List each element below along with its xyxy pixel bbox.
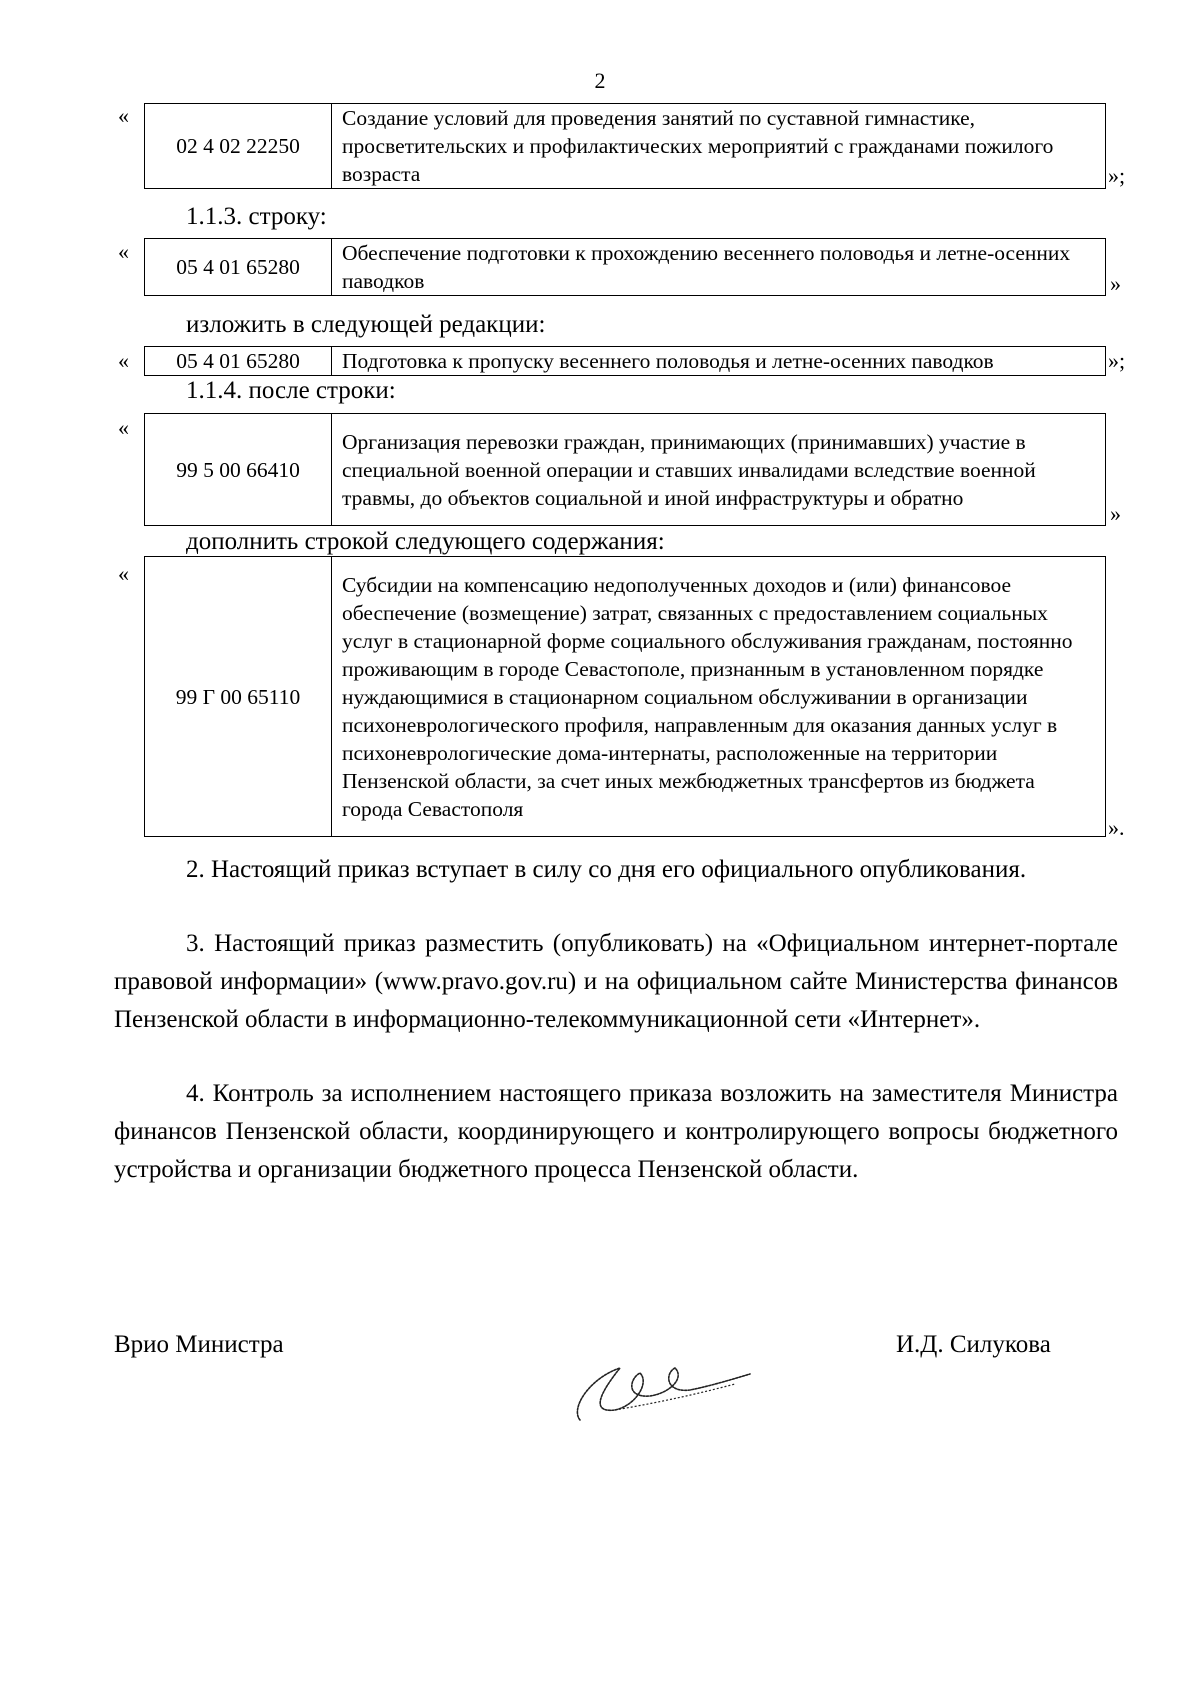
handwritten-signature [560,1338,760,1428]
close-quote: » [1110,501,1121,526]
section-heading: дополнить строкой следующего содержания: [186,528,665,555]
paragraph-3 [114,925,1118,1039]
section-heading: 1.1.3. строку: [186,203,327,230]
open-quote: « [118,415,129,440]
budget-table-row-4 [144,413,1106,526]
budget-description: Подготовка к пропуску весеннего половодья и летне-осенних паводков [332,347,1106,376]
budget-code: 05 4 01 65280 [145,239,332,296]
budget-code: 99 Г 00 65110 [145,557,332,837]
budget-description: Организация перевозки граждан, принимающих (принимавших) участие в специальной военной операции и ставших инвалидами вследствие военной травмы, до объектов социальной и иной инфраструктуры и обратно [332,414,1106,526]
signatory-position: Врио Министра [114,1331,284,1358]
budget-table-row-3 [144,346,1106,376]
page-number: 2 [594,68,606,93]
signatory-name: И.Д. Силукова [896,1331,1051,1358]
open-quote: « [118,348,129,373]
paragraph-text: 4. Контроль за исполнением настоящего приказа возложить на заместителя Министра финансов Пензенской области, координирующего и контролирующего вопросы бюджетного устройства и организации бюджетного процесса Пензенской области. [114,1080,1118,1183]
budget-table-row-1 [144,103,1106,189]
budget-table-row-2 [144,238,1106,296]
budget-description: Субсидии на компенсацию недополученных доходов и (или) финансовое обеспечение (возмещение) затрат, связанных с предоставлением социальных услуг в стационарной форме социального обслуживания гражданам, постоянно проживающим в городе Севастополе, признанным в установленном порядке нуждающимися в стационарном социальном обслуживании в организации психоневрологического профиля, направленным для оказания данных услуг в психоневрологические дома-интернаты, расположенные на территории Пензенской области, за счет иных межбюджетных трансфертов из бюджета города Севастополя [332,557,1106,837]
paragraph-2 [114,851,1118,889]
open-quote: « [118,561,129,586]
paragraph-text: 2. Настоящий приказ вступает в силу со дня его официального опубликования. [186,856,1027,883]
budget-description: Создание условий для проведения занятий по суставной гимнастике, просветительских и профилактических мероприятий с гражданами пожилого возраста [332,104,1106,189]
close-quote: »; [1108,348,1126,373]
budget-table-row-5 [144,556,1106,837]
budget-code: 02 4 02 22250 [145,104,332,189]
open-quote: « [118,103,129,128]
close-quote: » [1110,271,1121,296]
open-quote: « [118,239,129,264]
budget-code: 05 4 01 65280 [145,347,332,376]
close-quote: »; [1108,163,1126,188]
paragraph-4 [114,1075,1118,1189]
budget-description: Обеспечение подготовки к прохождению весеннего половодья и летне-осенних паводков [332,239,1106,296]
section-heading: 1.1.4. после строки: [186,377,396,404]
paragraph-text: 3. Настоящий приказ разместить (опубликовать) на «Официальном интернет-портале правовой информации» (www.pravo.gov.ru) и на официальном сайте Министерства финансов Пензенской области в информационно-телекоммуникационной сети «Интернет». [114,930,1118,1033]
section-heading: изложить в следующей редакции: [186,311,546,338]
close-quote: ». [1108,815,1125,840]
budget-code: 99 5 00 66410 [145,414,332,526]
